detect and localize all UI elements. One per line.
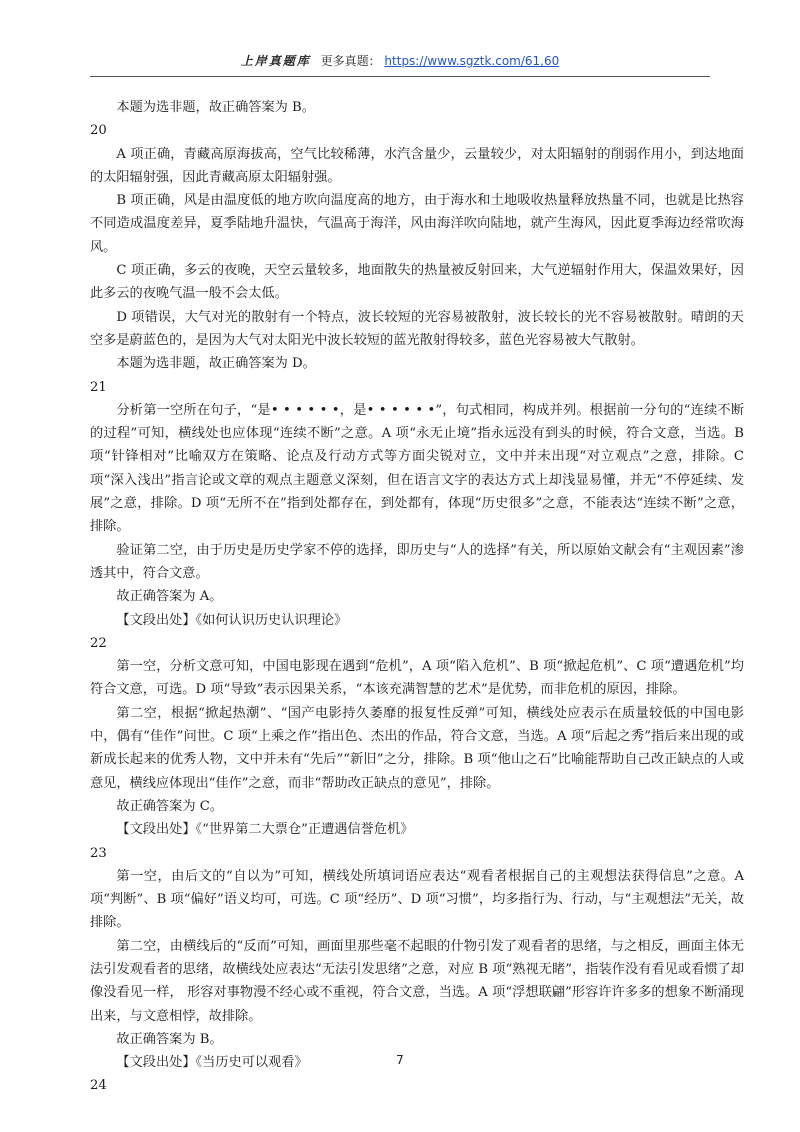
- answer-line: 故正确答案为 B。: [116, 1031, 223, 1047]
- header-brand: 上岸真题库: [240, 54, 311, 68]
- paragraph: 第一空，分析文意可知，中国电影现在遇到“危机”，A 项“陷入危机”、B 项“掀起危机”、C 项“遭遇危机”均符合文意，可选。D 项“导致”表示因果关系，“本该充满智慧的艺术”是优势，而非危机的原因，排除。: [90, 659, 744, 698]
- paragraph: B 项正确，风是由温度低的地方吹向温度高的地方，由于海水和土地吸收热量释放热量不同，也就是比热容不同造成温度差异，夏季陆地升温快，气温高于海洋，风由海洋吹向陆地，就产生海风，因此夏季海边经常吹海风。: [90, 193, 744, 255]
- question-number: 21: [90, 379, 107, 395]
- paragraph: A 项正确，青藏高原海拔高，空气比较稀薄，水汽含量少，云量较少，对太阳辐射的削弱作用小，到达地面的太阳辐射强，因此青藏高原太阳辐射强。: [90, 146, 744, 185]
- answer-line: 故正确答案为 A。: [116, 589, 223, 605]
- paragraph: 第二空，根据“掀起热潮”、“国产电影持久萎靡的报复性反弹”可知，横线处应表示在质量较低的中国电影中，偶有“佳作”问世。C 项“上乘之作”指出色、杰出的作品，符合文意，当选。A 项“后起之秀”指后来出现的或新成长起来的优秀人物，文中并未有“先后”“新旧”之分，排除。B 项“他山之石”比喻能帮助自己改正缺点的人或意见，横线应体现出“佳作”之意，而非“帮助改正缺点的意见”，排除。: [90, 705, 744, 791]
- paragraph: 分析第一空所在句子，“是• • • • • •，是• • • • • •”，句式相同，构成并列。根据前一分句的“连续不断的过程”可知，横线处也应体现“连续不断”之意。A 项“永无止境”指永远没有到头的时候，符合文意，当选。B 项“针锋相对”比喻双方在策略、论点及行动方式等方面尖锐对立，文中并未出现“对立观点”之意，排除。C 项“深入浅出”指言论或文章的观点主题意义深刻，但在语言文字的表达方式上却浅显易懂，并无“不停延续、发展”之意，排除。D 项“无所不在”指到处都存在，到处都有，体现“历史很多”之意，不能表达“连续不断”之意，排除。: [90, 402, 745, 535]
- question-number: 22: [90, 635, 107, 651]
- document-body: [90, 96, 744, 1098]
- paragraph: 第一空，由后文的“自以为”可知，横线处所填词语应表达“观看者根据自己的主观想法获得信息”之意。A 项“判断”、B 项“偏好”语义均可，可选。C 项“经历”、D 项“习惯”，均多指行为、行动，与“主观想法”无关，故排除。: [90, 868, 744, 931]
- paragraph: D 项错误，大气对光的散射有一个特点，波长较短的光容易被散射，波长较长的光不容易被散射。晴朗的天空多是蔚蓝色的，是因为大气对太阳光中波长较短的蓝光散射得较多，蓝色光容易被大气散射。: [90, 309, 744, 348]
- question-number: 20: [90, 123, 107, 139]
- answer-line: 【文段出处】《如何认识历史认识理论》: [116, 612, 348, 628]
- answer-line: 本题为选非题，故正确答案为 B。: [116, 100, 315, 115]
- answer-line: 【文段出处】《“世界第二大票仓”正遭遇信誉危机》: [116, 822, 414, 838]
- answer-line: 【文段出处】《当历史可以观看》: [116, 1055, 308, 1071]
- header-link[interactable]: https://www.sgztk.com/61,60: [384, 54, 560, 68]
- question-number: 23: [90, 845, 107, 861]
- paragraph: 验证第二空，由于历史是历史学家不停的选择，即历史与“人的选择”有关，所以原始文献会有“主观因素”渗透其中，符合文意。: [90, 542, 744, 581]
- answer-line: 故正确答案为 C。: [116, 798, 223, 814]
- paragraph: 第二空，由横线后的“反而”可知，画面里那些毫不起眼的什物引发了观看者的思绪，与之相反，画面主体无法引发观看者的思绪，故横线处应表达“无法引发思绪”之意，对应 B 项“熟视无睹”，指装作没有看见或看惯了却像没看见一样， 形容对事物漫不经心或不重视，符合文意，当选。A 项“浮想联翩”形容许许多多的想象不断涌现出来，与文意相悖，故排除。: [90, 938, 744, 1024]
- question-number: 24: [90, 1078, 107, 1094]
- page-number: 7: [396, 1053, 404, 1067]
- answer-line: 本题为选非题，故正确答案为 D。: [116, 356, 316, 372]
- header-label: 更多真题：: [320, 54, 381, 68]
- paragraph: C 项正确，多云的夜晚，天空云量较多，地面散失的热量被反射回来，大气逆辐射作用大，保温效果好，因此多云的夜晚气温一般不会太低。: [90, 263, 744, 302]
- page-header: [90, 52, 710, 77]
